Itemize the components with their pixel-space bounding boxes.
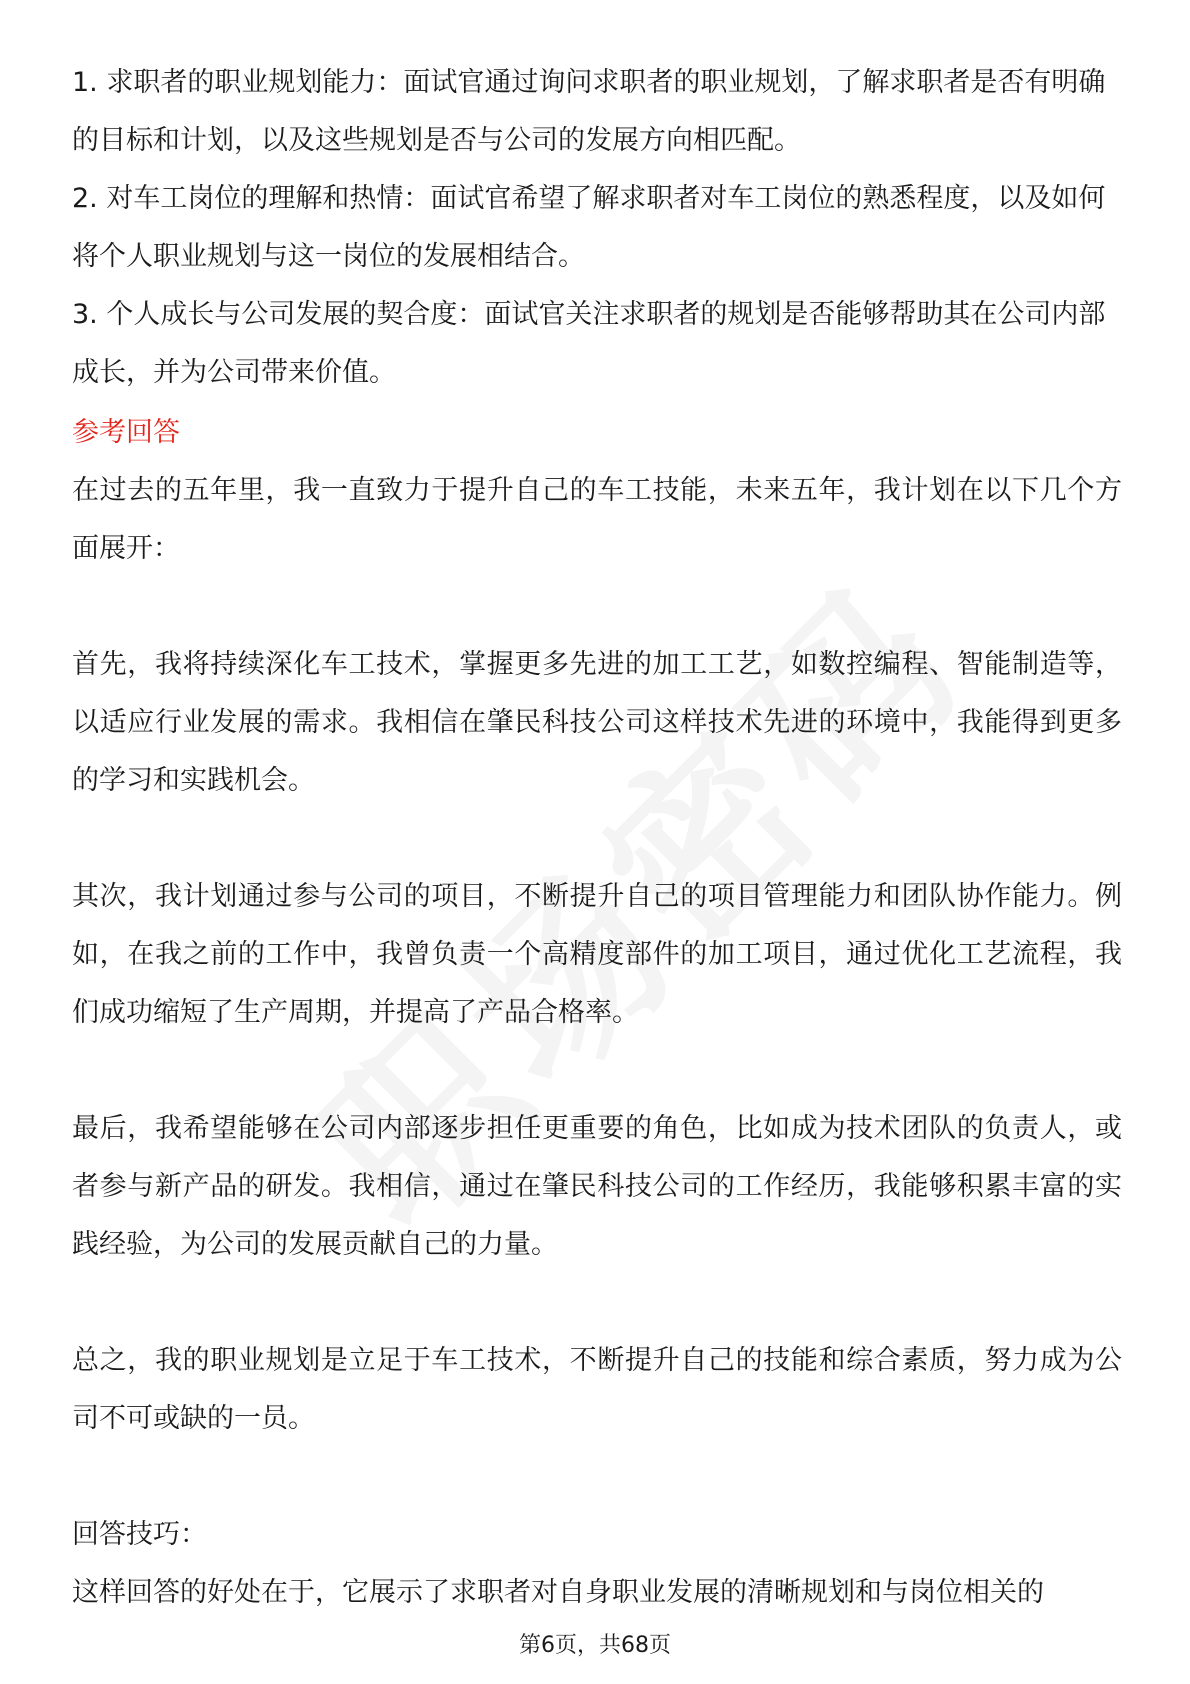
list-item-2: 2. 对车工岗位的理解和热情：面试官希望了解求职者对车工岗位的熟悉程度，以及如何将个人职业规划与这一岗位的发展相结合。 [72,183,1106,272]
paragraph-gap [72,578,1122,636]
list-item-1: 1. 求职者的职业规划能力：面试官通过询问求职者的职业规划，了解求职者是否有明确的目标和计划，以及这些规划是否与公司的发展方向相匹配。 [72,67,1106,156]
list-item-3: 3. 个人成长与公司发展的契合度：面试官关注求职者的规划是否能够帮助其在公司内部成长，并为公司带来价值。 [72,299,1106,388]
paragraph-gap [72,810,1122,868]
tips-heading: 回答技巧： [72,1519,207,1550]
paragraph-gap [72,1042,1122,1100]
paragraph-gap [72,1274,1122,1332]
answer-second: 其次，我计划通过参与公司的项目，不断提升自己的项目管理能力和团队协作能力。例如，在我之前的工作中，我曾负责一个高精度部件的加工项目，通过优化工艺流程，我们成功缩短了生产周期，并提高了产品合格率。 [72,881,1122,1028]
answer-first: 首先，我将持续深化车工技术，掌握更多先进的加工工艺，如数控编程、智能制造等，以适应行业发展的需求。我相信在肇民科技公司这样技术先进的环境中，我能得到更多的学习和实践机会。 [72,649,1122,796]
answer-last: 最后，我希望能够在公司内部逐步担任更重要的角色，比如成为技术团队的负责人，或者参与新产品的研发。我相信，通过在肇民科技公司的工作经历，我能够积累丰富的实践经验，为公司的发展贡献自己的力量。 [72,1113,1122,1260]
tips-text: 这样回答的好处在于，它展示了求职者对自身职业发展的清晰规划和与岗位相关的 [72,1577,1044,1608]
answer-heading: 参考回答 [72,417,180,448]
page-footer: 第6页，共68页 [519,1633,671,1658]
document-body [72,54,1122,1622]
paragraph-gap [72,1448,1122,1506]
answer-intro: 在过去的五年里，我一直致力于提升自己的车工技能，未来五年，我计划在以下几个方面展开： [72,475,1122,564]
answer-summary: 总之，我的职业规划是立足于车工技术，不断提升自己的技能和综合素质，努力成为公司不可或缺的一员。 [72,1345,1122,1434]
